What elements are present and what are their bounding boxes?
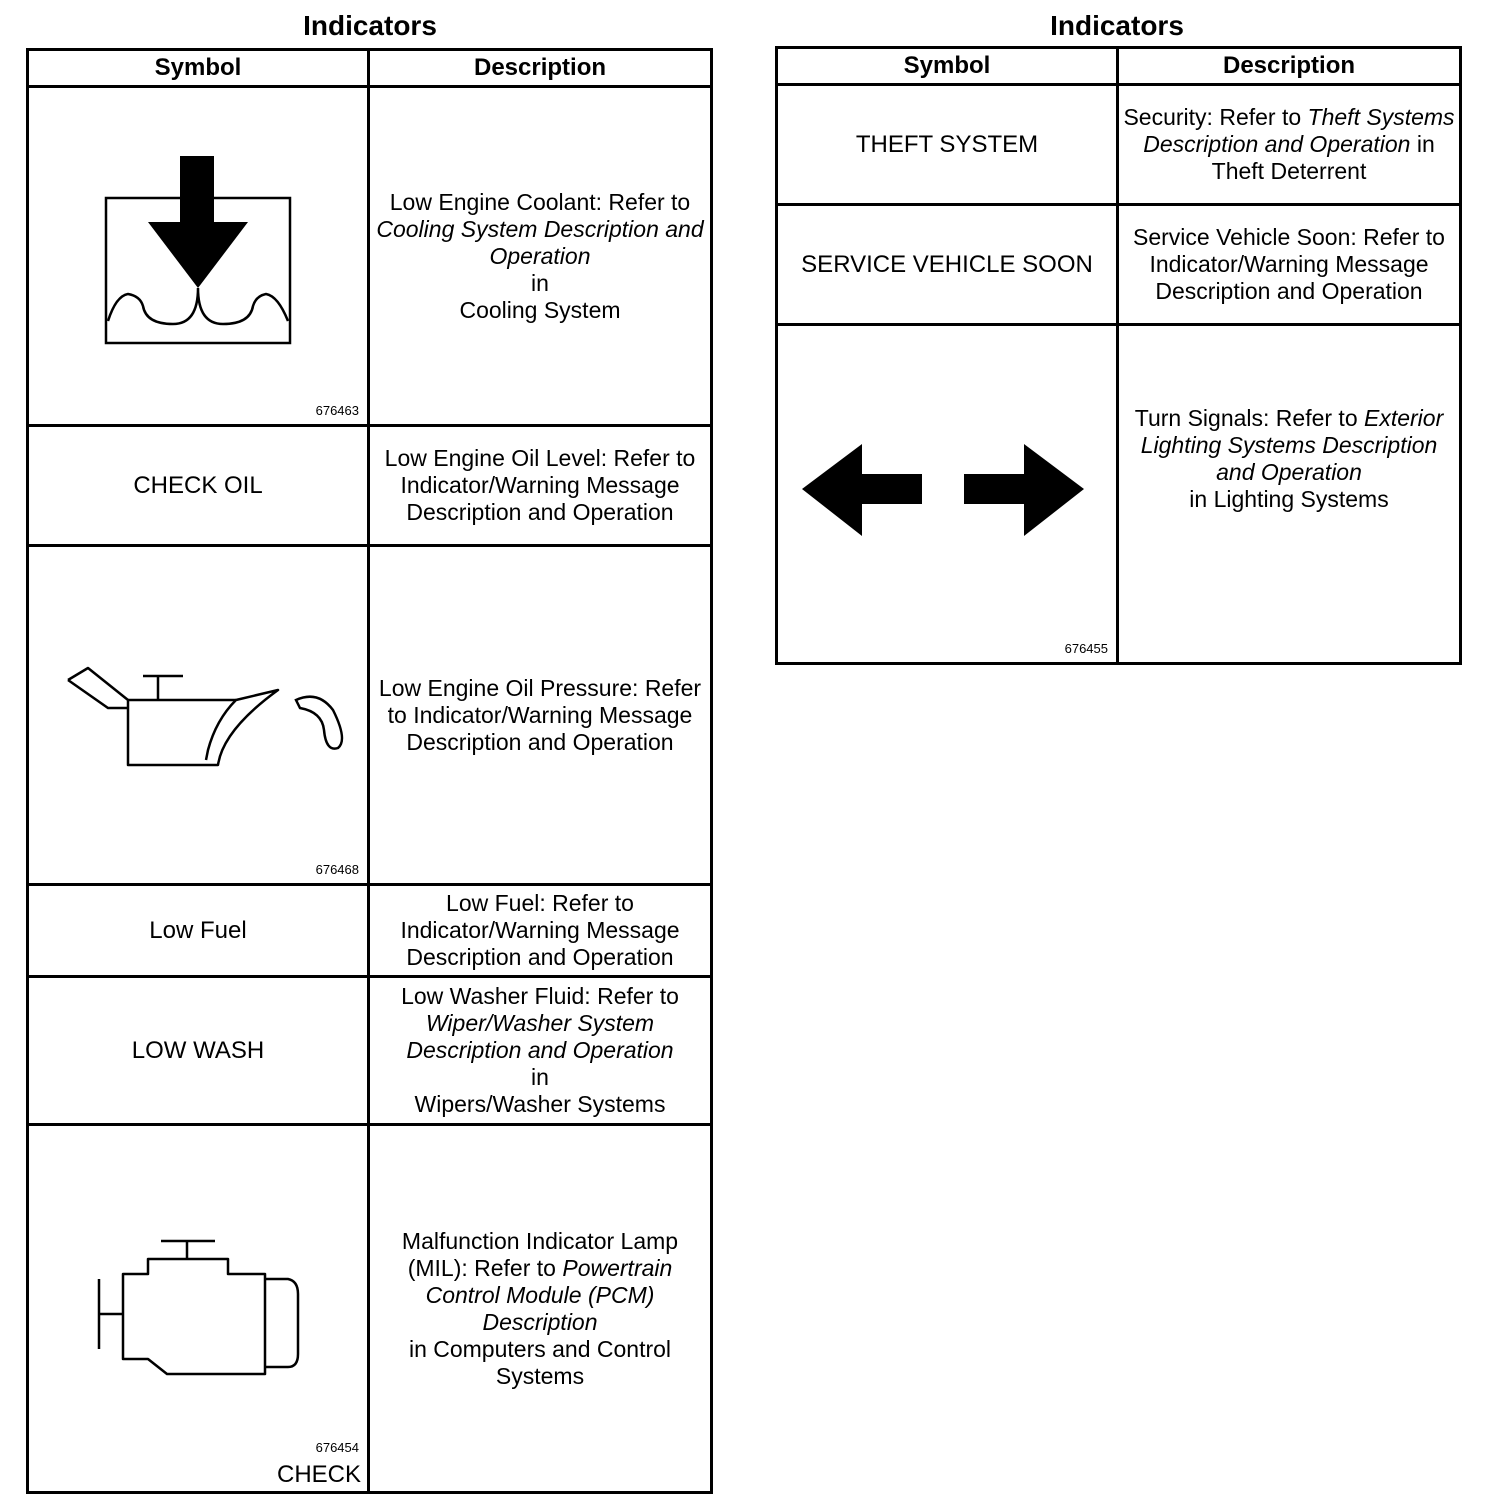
- symbol-cell: [28, 977, 369, 1125]
- description-cell: [369, 1125, 712, 1493]
- description-cell: [369, 426, 712, 546]
- coolant-level-icon: [98, 156, 298, 356]
- desc-reference: Exterior Lighting Systems Description and Operation: [1140, 405, 1444, 485]
- symbol-cell: [28, 885, 369, 977]
- table-row: [28, 1125, 712, 1493]
- symbol-cell: [777, 325, 1118, 664]
- desc-text: Low Engine Coolant: Refer to: [389, 188, 691, 215]
- figure-number: 676463: [315, 403, 359, 418]
- description-cell: [1118, 205, 1461, 325]
- desc-text: Service Vehicle Soon: Refer to Indicator/Warning Message Description and Operation: [1133, 224, 1445, 304]
- symbol-text: SERVICE VEHICLE SOON: [801, 250, 1093, 278]
- desc-text: Low Washer Fluid: Refer to: [401, 983, 679, 1009]
- description-cell: [369, 546, 712, 885]
- table-row: [28, 87, 712, 426]
- engine-icon: [93, 1239, 303, 1379]
- desc-text: Malfunction Indicator Lamp (MIL): Refer to: [401, 1227, 679, 1281]
- symbol-cell: [777, 205, 1118, 325]
- desc-text-in: in: [531, 269, 549, 296]
- left-table-title: Indicators: [303, 10, 437, 41]
- symbol-cell: [28, 426, 369, 546]
- symbol-cell: [777, 85, 1118, 205]
- table-row: [777, 205, 1461, 325]
- table-row: [28, 977, 712, 1125]
- desc-section: Cooling System: [459, 296, 621, 323]
- desc-text: Low Engine Oil Level: Refer to Indicator/Warning Message Description and Operation: [384, 445, 696, 525]
- desc-text: Low Engine Oil Pressure: Refer to Indicator/Warning Message Description and Operation: [378, 674, 702, 755]
- desc-section: Wipers/Washer Systems: [414, 1091, 666, 1117]
- symbol-caption: CHECK: [276, 1461, 361, 1488]
- right-indicators-table: [775, 46, 1462, 665]
- table-row: [777, 85, 1461, 205]
- symbol-text: Low Fuel: [149, 916, 247, 944]
- desc-reference: Wiper/Washer System Description and Operation: [406, 1010, 674, 1063]
- figure-number: 676468: [315, 862, 359, 877]
- description-header: Description: [1118, 48, 1461, 85]
- desc-reference: Theft Systems Description and Operation: [1143, 104, 1455, 157]
- table-row: [28, 885, 712, 977]
- right-table-title: Indicators: [1050, 10, 1184, 41]
- description-cell: [369, 87, 712, 426]
- figure-number: 676455: [1064, 641, 1108, 656]
- symbol-text: THEFT SYSTEM: [855, 130, 1039, 158]
- symbol-header: Symbol: [28, 50, 369, 87]
- table-header-row: [777, 48, 1461, 85]
- symbol-header: Symbol: [777, 48, 1118, 85]
- symbol-text: LOW WASH: [131, 1036, 265, 1064]
- desc-section: Theft Deterrent: [1211, 158, 1367, 184]
- desc-section: in Lighting Systems: [1189, 486, 1389, 512]
- desc-section: in Computers and Control Systems: [408, 1335, 672, 1389]
- left-indicators-table: [26, 48, 713, 1494]
- desc-text: Turn Signals: Refer to: [1134, 405, 1364, 431]
- desc-reference: Powertrain Control Module (PCM) Description: [425, 1254, 673, 1335]
- oil-can-icon: [48, 660, 348, 770]
- description-cell: [1118, 85, 1461, 205]
- desc-text-in: in: [1410, 131, 1435, 157]
- description-header: Description: [369, 50, 712, 87]
- table-row: [777, 325, 1461, 664]
- description-cell: [1118, 325, 1461, 664]
- table-row: [28, 426, 712, 546]
- desc-text: Low Fuel: Refer to Indicator/Warning Message Description and Operation: [400, 890, 680, 970]
- table-row: [28, 546, 712, 885]
- symbol-text: CHECK OIL: [133, 471, 263, 499]
- symbol-cell: [28, 87, 369, 426]
- description-cell: [369, 977, 712, 1125]
- turn-signal-arrows-icon: [802, 444, 1092, 544]
- figure-number: 676454: [315, 1440, 359, 1455]
- desc-text-in: in: [531, 1064, 549, 1090]
- symbol-cell: [28, 546, 369, 885]
- description-cell: [369, 885, 712, 977]
- symbol-cell: [28, 1125, 369, 1493]
- desc-text: Security: Refer to: [1123, 104, 1308, 130]
- desc-reference: Cooling System Description and Operation: [376, 215, 704, 269]
- table-header-row: [28, 50, 712, 87]
